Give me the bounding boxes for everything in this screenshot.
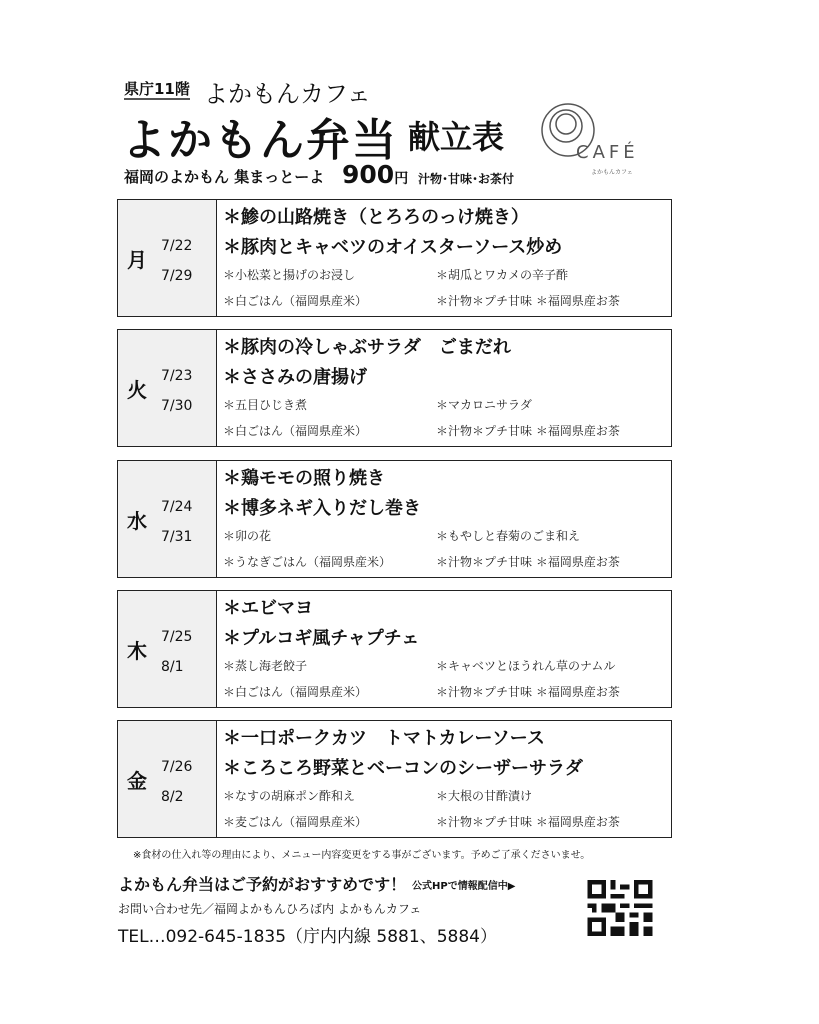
main-dish: ＊ころころ野菜とベーコンのシーザーサラダ	[223, 758, 583, 779]
side-dish: ＊蒸し海老餃子	[223, 659, 308, 673]
day-menu-block	[117, 199, 672, 317]
date: 7/29	[161, 268, 193, 284]
floor-label: 県庁11階	[124, 80, 190, 98]
menu-content	[217, 591, 671, 707]
rice: ＊白ごはん（福岡県産米）	[223, 424, 368, 438]
date: 7/31	[161, 529, 193, 545]
main-dish: ＊豚肉の冷しゃぶサラダ ごまだれ	[223, 337, 511, 358]
day-menu-block	[117, 590, 672, 708]
day-menu-block	[117, 720, 672, 838]
main-dish: ＊プルコギ風チャプチェ	[223, 628, 420, 649]
cafe-cup-logo-icon	[536, 100, 646, 180]
logo-sub-text: よかもんカフェ	[591, 169, 633, 176]
side-dish: ＊五目ひじき煮	[223, 398, 308, 412]
menu-content	[217, 330, 671, 446]
extras: ＊汁物＊プチ甘味 ＊福岡県産お茶	[436, 294, 620, 308]
price-value: 900	[342, 160, 395, 189]
date: 7/23	[161, 368, 193, 384]
date: 7/22	[161, 238, 193, 254]
side-dish: ＊小松菜と揚げのお浸し	[223, 268, 356, 282]
includes-note: 汁物･甘味･お茶付	[418, 172, 515, 186]
contact-info: お問い合わせ先／福岡よかもんひろば内 よかもんカフェ	[118, 902, 422, 916]
main-dish: ＊豚肉とキャベツのオイスターソース炒め	[223, 237, 563, 258]
day-cell	[118, 591, 217, 707]
weekday: 水	[127, 509, 147, 533]
side-dish: ＊もやしと春菊のごま和え	[436, 529, 581, 543]
tagline: 福岡のよかもん 集まっとーよ	[124, 168, 325, 186]
telephone: TEL…092-645-1835（庁内内線 5881、5884）	[118, 927, 497, 947]
day-menu-block	[117, 329, 672, 447]
menu-content	[217, 721, 671, 837]
rice: ＊うなぎごはん（福岡県産米）	[223, 555, 392, 569]
change-note: ※食材の仕入れ等の理由により、メニュー内容変更をする事がございます。予めご了承くださいませ。	[133, 850, 591, 861]
cafe-name: よかもんカフェ	[204, 80, 371, 108]
extras: ＊汁物＊プチ甘味 ＊福岡県産お茶	[436, 685, 620, 699]
page-subtitle: 献立表	[408, 118, 505, 156]
price-unit: 円	[394, 171, 409, 187]
side-dish: ＊キャベツとほうれん草のナムル	[436, 659, 616, 673]
rice: ＊麦ごはん（福岡県産米）	[223, 815, 368, 829]
menu-content	[217, 200, 671, 316]
date: 8/1	[161, 659, 184, 675]
date: 7/25	[161, 629, 193, 645]
extras: ＊汁物＊プチ甘味 ＊福岡県産お茶	[436, 815, 620, 829]
main-dish: ＊エビマヨ	[223, 598, 313, 619]
day-menu-block	[117, 460, 672, 578]
weekday: 木	[127, 639, 147, 663]
weekday: 月	[127, 248, 147, 272]
logo-text: CAFÉ	[576, 142, 639, 163]
extras: ＊汁物＊プチ甘味 ＊福岡県産お茶	[436, 555, 620, 569]
main-dish: ＊博多ネギ入りだし巻き	[223, 498, 421, 519]
rice: ＊白ごはん（福岡県産米）	[223, 294, 368, 308]
menu-content	[217, 461, 671, 577]
side-dish: ＊なすの胡麻ポン酢和え	[223, 789, 356, 803]
day-cell	[118, 461, 217, 577]
date: 7/24	[161, 499, 193, 515]
main-dish: ＊鶏モモの照り焼き	[223, 468, 385, 489]
date: 7/30	[161, 398, 193, 414]
weekday: 金	[127, 769, 147, 793]
date: 8/2	[161, 789, 184, 805]
date: 7/26	[161, 759, 193, 775]
main-dish: ＊ささみの唐揚げ	[223, 367, 367, 388]
price	[342, 160, 408, 189]
rice: ＊白ごはん（福岡県産米）	[223, 685, 368, 699]
side-dish: ＊卯の花	[223, 529, 272, 543]
side-dish: ＊大根の甘酢漬け	[436, 789, 533, 803]
hp-info: 公式HPで情報配信中▶	[412, 881, 516, 892]
page-title: よかもん弁当	[122, 115, 398, 166]
weekday: 火	[127, 378, 147, 402]
reservation-message: よかもん弁当はご予約がおすすめです！	[118, 875, 407, 894]
day-cell	[118, 330, 217, 446]
day-cell	[118, 721, 217, 837]
side-dish: ＊胡瓜とワカメの辛子酢	[436, 268, 569, 282]
main-dish: ＊一口ポークカツ トマトカレーソース	[223, 728, 545, 749]
day-cell	[118, 200, 217, 316]
main-dish: ＊鯵の山路焼き（とろろのっけ焼き）	[223, 207, 529, 228]
side-dish: ＊マカロニサラダ	[436, 398, 532, 412]
extras: ＊汁物＊プチ甘味 ＊福岡県産お茶	[436, 424, 620, 438]
qr-code-icon[interactable]	[586, 880, 654, 936]
